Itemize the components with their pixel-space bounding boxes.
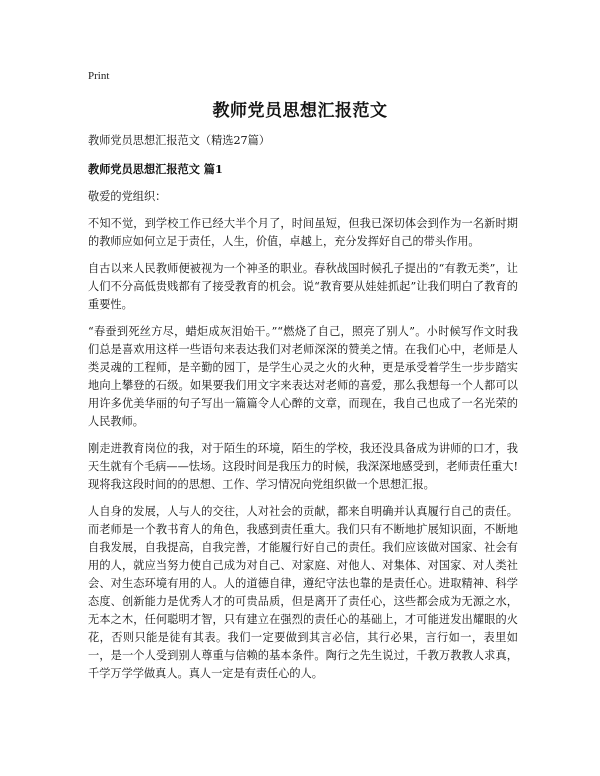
- document-subtitle: 教师党员思想汇报范文（精选27篇）: [88, 134, 271, 147]
- paragraph: 自古以来人民教师便被视为一个神圣的职业。春秋战国时候孔子提出的“有教无类”，让人们不分高低贵贱都有了接受教育的机会。说“教育要从娃娃抓起”让我们明白了教育的重要性。: [88, 262, 518, 311]
- salutation: 敬爱的党组织：: [88, 190, 167, 203]
- paragraph: 不知不觉，到学校工作已经大半个月了，时间虽短，但我已深切体会到作为一名新时期的教师应如何立足于责任，人生，价值，卓越上，充分发挥好自己的带头作用。: [88, 217, 518, 248]
- document-title: 教师党员思想汇报范文: [212, 101, 388, 121]
- paragraph: 刚走进教育岗位的我，对于陌生的环境，陌生的学校，我还没具备成为讲师的口才，我天生就有个毛病——怯场。这段时间是我压力的时候，我深深地感受到，老师责任重大!现将我这段时间的的思想、工作、学习情况向党组织做一个思想汇报。: [88, 442, 518, 491]
- section-heading: 教师党员思想汇报范文 篇1: [88, 162, 223, 176]
- document-body: [88, 132, 518, 692]
- print-label: Print: [88, 70, 110, 82]
- paragraph: “春蚕到死丝方尽，蜡炬成灰泪始干。”“燃烧了自己，照亮了别人”。小时候写作文时我们总是喜欢用这样一些语句来表达我们对老师深深的赞美之情。在我们心中，老师是人类灵魂的工程师，是辛勤的园丁，是学生心灵之火的火种，更是承受着学生一步步踏实地向上攀登的石级。如果要我们用文字来表达对老师的喜爱，那么我想每一个人都可以用许多优美华丽的句子写出一篇篇令人心醉的文章，而现在，我自己也成了一名光荣的人民教师。: [88, 325, 518, 428]
- paragraph: 人自身的发展，人与人的交往，人对社会的贡献，都来自明确并认真履行自己的责任。而老师是一个教书育人的角色，我感到责任重大。我们只有不断地扩展知识面，不断地自我发展，自我提高，自我完善，才能履行好自己的责任。我们应该做对国家、社会有用的人，就应当努力使自己成为对自己、对家庭、对他人、对集体、对国家、对人类社会、对生态环境有用的人。人的道德自律，遵纪守法也靠的是责任心。进取精神、科学态度、创新能力是优秀人才的可贵品质，但是离开了责任心，这些都会成为无源之水，无本之木，任何聪明才智，只有建立在强烈的责任心的基础上，才可能迸发出耀眼的火花，否则只能是徒有其表。我们一定要做到其言必信，其行必果，言行如一，表里如一，是一个人受到别人尊重与信赖的基本条件。陶行之先生说过，千教万教教人求真，千学万学学做真人。真人一定是有责任心的人。: [88, 505, 518, 680]
